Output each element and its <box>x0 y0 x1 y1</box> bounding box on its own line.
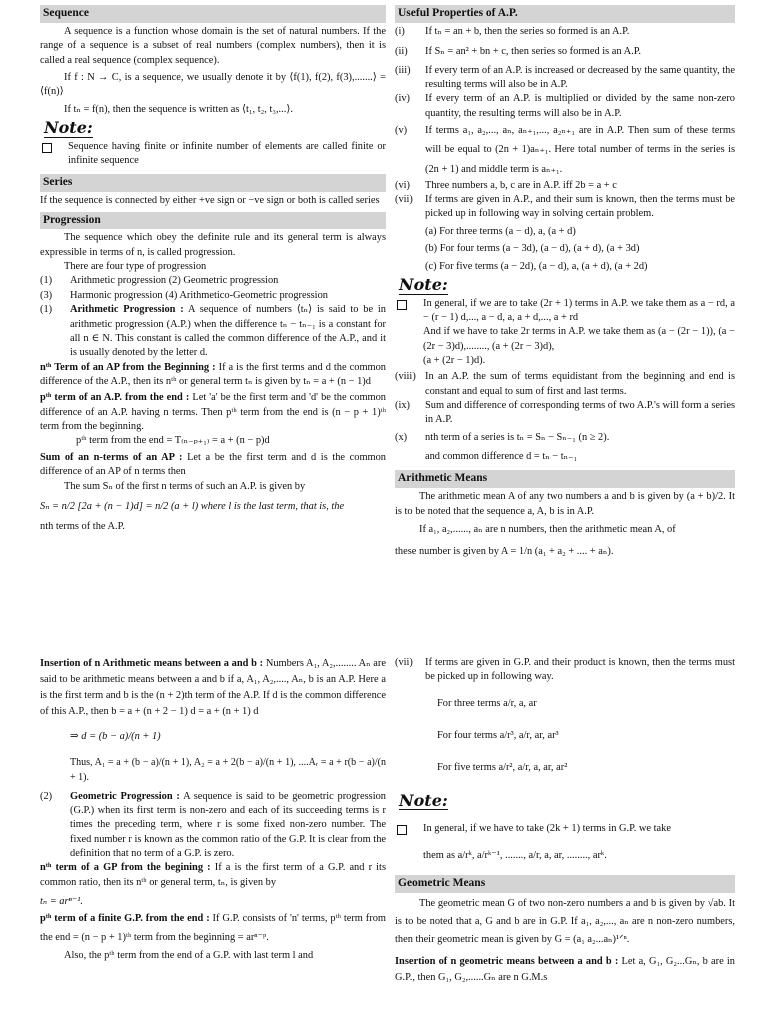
page-divider <box>0 632 768 654</box>
property-item: (i) If tₙ = an + b, then the series so formed is an A.P. <box>395 25 630 37</box>
series-text: If the sequence is connected by either +ve sign or −ve sign or both is called series <box>40 195 380 207</box>
sum-formula: Sₙ = n/2 [2a + (n − 1)d] = n/2 (a + l) where l is the last term, that is, the <box>40 500 345 512</box>
insertion-gm-paragraph: Insertion of n geometric means between a and b : Let a, G₁, G₂...Gₙ, b are in G.P., then G₁, G₂,......Gₙ are n G.M.s <box>395 955 735 984</box>
note-bullet <box>40 140 386 169</box>
geometric-progression-item: (2) Geometric Progression : A sequence is said to be geometric progression (G.P.) when its first term is non-zero and each of its succeeding terms is r times the preceding term, where r is some fixed non-zero number. The fixed number r is known as the common ratio of the G.P. It is clear from the definition that no term of a G.P. is zero. <box>40 790 386 860</box>
pick-item: (c) For five terms (a − 2d), (a − d), a, (a + d), (a + 2d) <box>425 260 648 272</box>
note-text: In general, if we have to take (2k + 1) terms in G.P. we take them as a/rᵏ, a/rᵏ⁻¹, ......., a/r, a, ar, ........, arᵏ. <box>423 823 671 861</box>
note-bullet <box>395 822 735 863</box>
property-item: (viii) In an A.P. the sum of terms equidistant from the beginning and end is constant and equal to sum of first and last terms. <box>395 371 735 397</box>
thus-formula: Thus, A₁ = a + (b − a)/(n + 1), A₂ = a + 2(b − a)/(n + 1), ....Aᵣ = a + r(b − a)/(n + 1). <box>70 756 386 784</box>
gp-pth-term: pᵗʰ term of a finite G.P. from the end : If G.P. consists of 'n' terms, pᵗʰ term from the end = (n − p + 1)ᵗʰ term from the beginning = arⁿ⁻ᵖ. <box>40 913 386 943</box>
d-formula: ⇒ d = (b − a)/(n + 1) <box>70 730 161 742</box>
sum-end: nth terms of the A.P. <box>40 521 125 533</box>
note-text: In general, if we are to take (2r + 1) terms in A.P. we take them as a − rd, a − (r − 1) d,..., a − d, a, a + d,..., a + rd And if we have to take 2r terms in A.P. we take them as (a − (2r − 1)), (a − (2r − 3)d),........, (a + (2r − 3)d), (a + (2r − 1)d). <box>423 297 735 366</box>
series-heading: Series <box>40 174 386 192</box>
progression-types-intro: There are four type of progression <box>64 261 207 273</box>
nth-term-paragraph: nᵗʰ Term of an AP from the Beginning : If a is the first terms and d the common difference of the A.P., then its nᵗʰ or general term tₙ is given by tₙ = a + (n − 1)d <box>40 361 386 387</box>
checkbox-icon <box>42 143 52 153</box>
arithmetic-progression-item: (1) Arithmetic Progression : A sequence of numbers ⟨tₙ⟩ is said to be in arithmetic progression (A.P.) when the difference tₙ − tₙ₋₁ is a constant for all n ∈ N. This constant is called the common difference of the A.P., and it is usually denoted by the letter d. <box>40 304 386 359</box>
also-text: Also, the pᵗʰ term from the end of a G.P. with last term l and <box>64 949 314 961</box>
checkbox-icon <box>397 825 407 835</box>
property-item: (vi) Three numbers a, b, c are in A.P. iff 2b = a + c <box>395 179 617 191</box>
top-right-column <box>395 4 735 560</box>
arithmetic-means-heading: Arithmetic Means <box>395 470 735 488</box>
insertion-am-paragraph: Insertion of n Arithmetic means between a and b : Numbers A₁, A₂,........ Aₙ are said to be arithmetic means between a and b if a, A₁, A₂,...., Aₙ, b is an A.P. Here a is the first term and b is the (n + 2)th term of the A.P. If d is the common difference of this A.P., then b = a + (n + 2 − 1) d = a + (n + 1) d <box>40 658 386 718</box>
property-item: (x) nth term of a series is tₙ = Sₙ − Sₙ₋₁ (n ≥ 2). <box>395 431 610 443</box>
note-bullet <box>395 297 735 369</box>
bottom-left-column <box>40 656 386 964</box>
bottom-right-column <box>395 656 735 987</box>
note-label: Note: <box>399 274 448 294</box>
five-terms: For five terms a/r², a/r, a, ar, ar² <box>437 762 568 774</box>
pick-item: (a) For three terms (a − d), a, (a + d) <box>425 225 576 237</box>
common-difference: and common difference d = tₙ − tₙ₋₁ <box>425 451 578 463</box>
progression-heading: Progression <box>40 212 386 230</box>
property-item: (ix) Sum and difference of corresponding terms of two A.P.'s will form a series in A.P. <box>395 400 735 426</box>
property-item: (vii) If terms are given in G.P. and their product is known, then the terms must be picked up in following way. <box>395 657 735 683</box>
three-terms: For three terms a/r, a, ar <box>437 697 537 709</box>
pth-term-paragraph: pᵗʰ term of an A.P. from the end : Let 'a' be the first term and 'd' be the common difference of an A.P. having n terms. Then pᵗʰ term from the end is (n − p + 1)ᵗʰ term from the beginning. <box>40 392 386 433</box>
pth-term-formula: pᵗʰ term from the end = T₍ₙ₋ₚ₊₁₎ = a + (n − p)d <box>76 435 270 447</box>
sequence-tn: If tₙ = f(n), then the sequence is written as ⟨t₁, t₂, t₃,...⟩. <box>64 103 294 115</box>
list-item: (3) Harmonic progression (4) Arithmetico-Geometric progression <box>40 289 328 301</box>
am-formula: these number is given by A = 1/n (a₁ + a₂ + .... + aₙ). <box>395 546 614 558</box>
note-label: Note: <box>44 118 93 138</box>
property-item: (ii) If Sₙ = an² + bn + c, then series so formed is an A.P. <box>395 46 641 58</box>
sequence-heading: Sequence <box>40 5 386 23</box>
top-left-column <box>40 4 386 535</box>
am-paragraph: The arithmetic mean A of any two numbers a and b is given by (a + b)/2. It is to be noted that the sequence a, A, b is in A.P. <box>395 491 735 517</box>
sum-paragraph: Sum of an n-terms of an AP : Let a be the first term and d is the common difference of an AP of n terms then <box>40 451 386 478</box>
sequence-paragraph: A sequence is a function whose domain is the set of natural numbers. If the range of a sequence is a subset of real numbers (complex numbers), then it is called a real sequence (complex sequence). <box>40 25 386 66</box>
sum-intro: The sum Sₙ of the first n terms of such an A.P. is given by <box>64 480 306 492</box>
property-item: (v) If terms a₁, a₂,..., aₙ, aₙ₊₁,..., a₂ₙ₊₁ are in A.P. Then sum of these terms will be equal to (2n + 1)aₙ₊₁. Here total number of terms in the series is (2n + 1) and middle term is aₙ₊₁. <box>395 125 735 175</box>
geometric-means-heading: Geometric Means <box>395 875 735 893</box>
am-paragraph-2: If a₁, a₂,......, aₙ are n numbers, then the arithmetic mean A, of <box>419 524 676 536</box>
checkbox-icon <box>397 300 407 310</box>
sequence-notation: If f : N → C, is a sequence, we usually denote it by ⟨f(1), f(2), f(3),.......⟩ = ⟨f(n)⟩ <box>40 71 386 98</box>
property-item: (iv) If every term of an A.P. is multiplied or divided by the same non-zero quantity, the resulting terms will also be in A.P. <box>395 93 735 119</box>
property-item: (vii) If terms are given in A.P., and their sum is known, then the terms must be picked up in following way in solving certain problem. <box>395 194 735 220</box>
gm-paragraph: The geometric mean G of two non-zero numbers a and b is given by √ab. It is to be noted that a, G and b are in G.P. If a₁, a₂,..., aₙ are n non-zero numbers, then their geometric mean is given by G = (a₁ a₂...aₙ)¹ᐟⁿ. <box>395 897 735 946</box>
property-item: (iii) If every term of an A.P. is increased or decreased by the same quantity, the resulting terms will also be in A.P. <box>395 64 735 90</box>
four-terms: For four terms a/r³, a/r, ar, ar³ <box>437 730 559 742</box>
note-label: Note: <box>399 790 448 810</box>
gp-nth-formula: tₙ = arⁿ⁻¹. <box>40 896 84 908</box>
useful-properties-heading: Useful Properties of A.P. <box>395 5 735 23</box>
pick-item: (b) For four terms (a − 3d), (a − d), (a + d), (a + 3d) <box>425 243 640 255</box>
progression-text: The sequence which obey the definite rule and its general term is always expressible in terms of n, is called progression. <box>40 232 386 258</box>
list-item: (1) Arithmetic progression (2) Geometric progression <box>40 275 279 287</box>
gp-nth-term: nᵗʰ term of a GP from the begining : If a is the first term of a G.P. and r its common ratio, then its nᵗʰ or general term, tₙ, is given by <box>40 862 386 888</box>
note-text: Sequence having finite or infinite number of elements are called finite or infinite sequence <box>68 140 386 166</box>
